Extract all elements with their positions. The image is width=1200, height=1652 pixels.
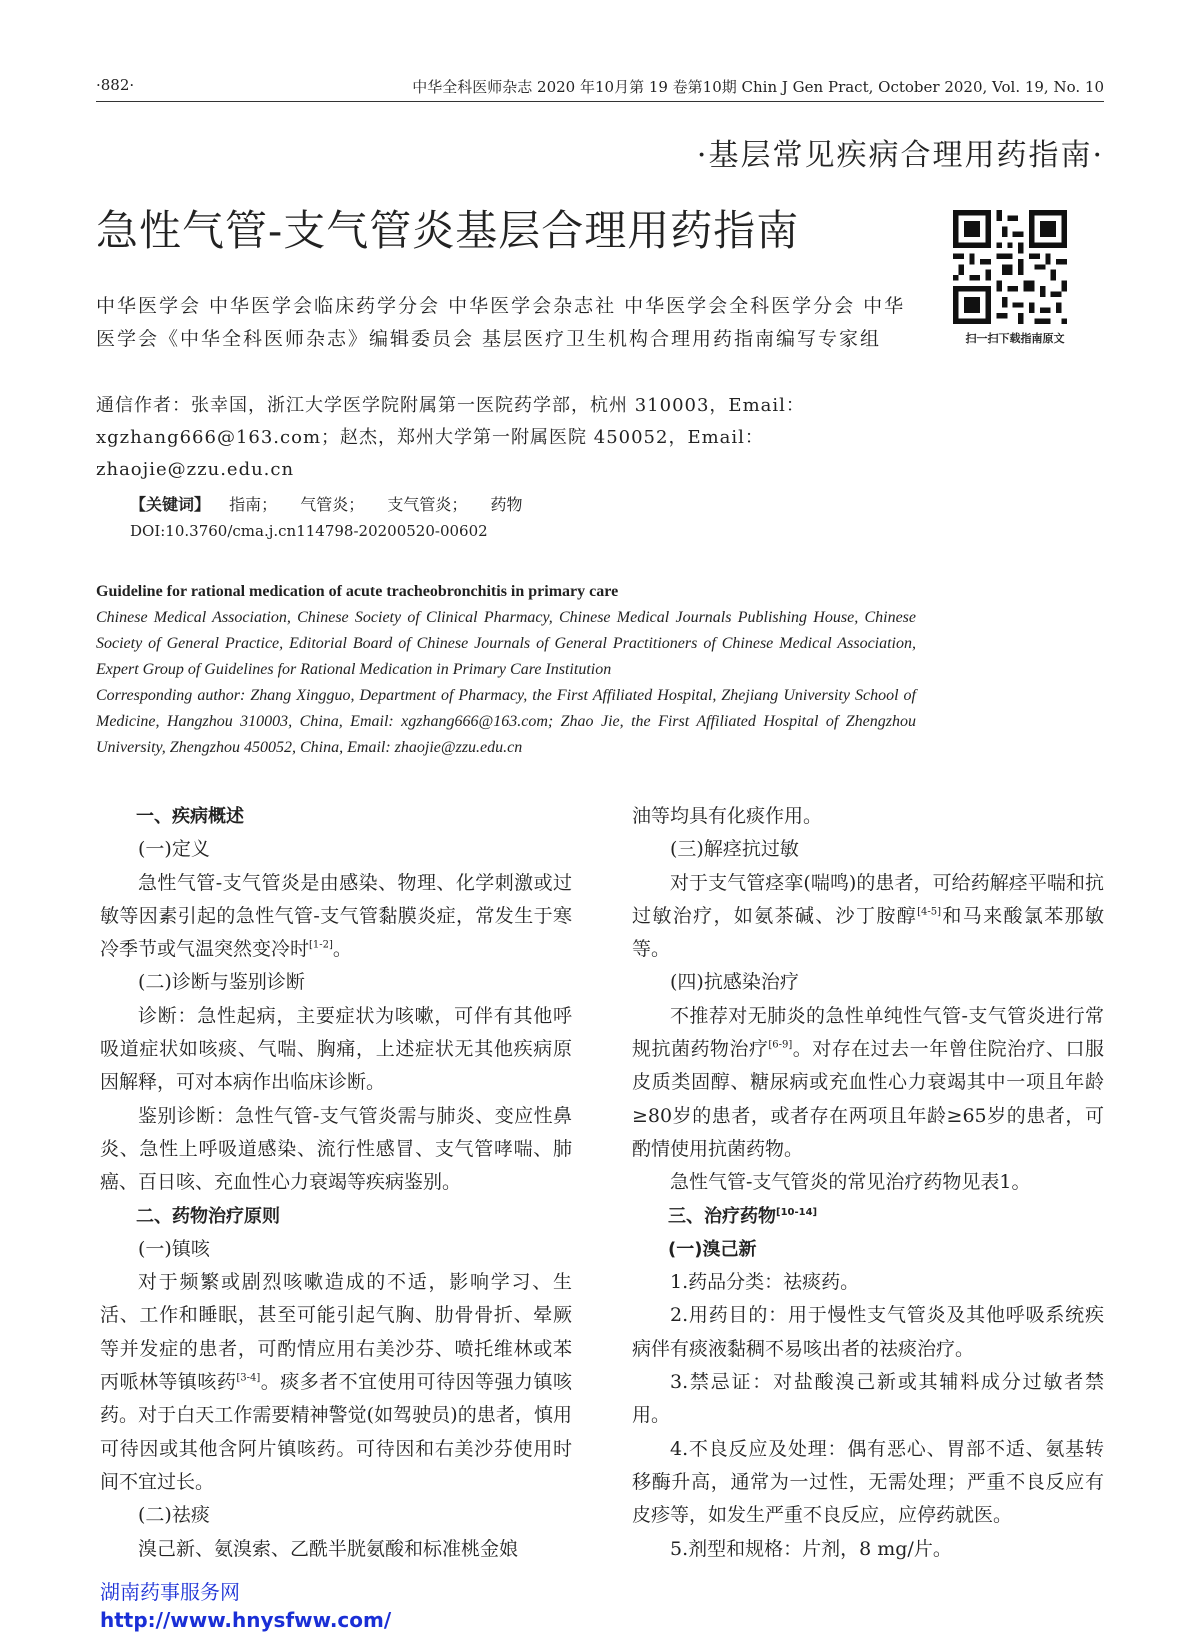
qr-caption: 扫一扫下载指南原文 [965,332,1065,345]
corresponding-author: 通信作者：张幸国，浙江大学医学院附属第一医院药学部，杭州 310003，Email：xgzhang666@163.com；赵杰，郑州大学第一附属医院 450052，Email：zhaojie@zzu.edu.cn [96,395,805,480]
keywords-label: 【关键词】 [130,495,211,514]
section-heading: 三、治疗药物[10-14] [668,1205,818,1227]
right-column [632,800,1104,1566]
paragraph: 鉴别诊断：急性气管-支气管炎需与肺炎、变应性鼻炎、急性上呼吸道感染、流行性感冒、支气管哮喘、肺癌、百日咳、充血性心力衰竭等疾病鉴别。 [100,1104,572,1194]
paragraph: 油等均具有化痰作用。 [632,805,823,827]
citation: [3-4] [236,1372,261,1384]
header-divider [96,101,1104,102]
list-item: 4.不良反应及处理：偶有恶心、胃部不适、氨基转移酶升高，通常为一过性，无需处理；严重不良反应有皮疹等，如发生严重不良反应，应停药就医。 [632,1437,1104,1527]
series-title: ·基层常见疾病合理用药指南· [696,138,1104,173]
left-column [100,800,572,1566]
english-abstract-block [96,605,916,761]
journal-header: 中华全科医师杂志 2020 年10月第 19 卷第10期 Chin J Gen Pract, October 2020, Vol. 19, No. 10 [412,78,1104,96]
citation: [10-14] [776,1206,818,1218]
subsection-heading: (二)诊断与鉴别诊断 [138,971,305,994]
qr-code-icon[interactable] [953,210,1067,324]
article-title: 急性气管-支气管炎基层合理用药指南 [96,206,800,255]
citation: [4-5] [917,906,942,918]
paragraph: 诊断：急性起病，主要症状为咳嗽，可伴有其他呼吸道症状如咳痰、气喘、胸痛，上述症状无其他疾病原因解释，可对本病作出临床诊断。 [100,1004,572,1094]
list-item: 5.剂型和规格：片剂，8 mg/片。 [670,1537,952,1560]
keyword-item: 支气管炎； [387,495,468,514]
list-item: 1.药品分类：祛痰药。 [670,1271,860,1294]
author-list: 中华医学会 中华医学会临床药学分会 中华医学会杂志社 中华医学会全科医学分会 中华医学会《中华全科医师杂志》编辑委员会 基层医疗卫生机构合理用药指南编写专家组 [96,295,906,350]
paragraph: 急性气管-支气管炎的常见治疗药物见表1。 [670,1171,1031,1194]
subsection-heading: (一)镇咳 [138,1237,210,1260]
keyword-item: 指南； [229,495,278,514]
english-title: Guideline for rational medication of acute tracheobronchitis in primary care [96,583,619,600]
subsection-heading: (一)溴己新 [668,1238,757,1260]
list-item: 2.用药目的：用于慢性支气管炎及其他呼吸系统疾病伴有痰液黏稠不易咳出者的祛痰治疗。 [632,1304,1104,1360]
citation: [1-2] [309,939,333,951]
subsection-heading: (一)定义 [138,838,210,861]
watermark-name: 湖南药事服务网 [100,1580,240,1604]
subsection-heading: (二)祛痰 [138,1504,210,1527]
paragraph: 不推荐对无肺炎的急性单纯性气管-支气管炎进行常规抗菌药物治疗[6-9]。对存在过去一年曾住院治疗、口服皮质类固醇、糖尿病或充血性心力衰竭其中一项且年龄≥80岁的患者，或者存在两项且年龄≥65岁的患者，可酌情使用抗菌药物。 [632,1004,1104,1160]
keyword-item: 气管炎； [300,495,365,514]
keyword-item: 药物 [490,495,523,514]
section-heading: 一、疾病概述 [136,806,244,827]
paragraph: 对于支气管痉挛(喘鸣)的患者，可给药解痉平喘和抗过敏治疗，如氨茶碱、沙丁胺醇[4-5]和马来酸氯苯那敏等。 [632,871,1104,961]
paragraph: 急性气管-支气管炎是由感染、物理、化学刺激或过敏等因素引起的急性气管-支气管黏膜炎症，常发生于寒冷季节或气温突然变冷时[1-2]。 [100,871,572,961]
english-correspondence: Corresponding author: Zhang Xingguo, Department of Pharmacy, the First Affiliated Hospital, Zhejiang University School of Medicine, Hangzhou 310003, China, Email: xgzhang666@163.com; Zhao Jie, the First Affiliated Hospital of Zhengzhou University, Zhengzhou 450052, China, Email: zhaojie@zzu.edu.cn [96,687,916,756]
keywords [130,492,540,515]
doi: DOI:10.3760/cma.j.cn114798-20200520-00602 [130,522,488,540]
list-item: 3.禁忌证：对盐酸溴己新或其辅料成分过敏者禁用。 [632,1371,1104,1427]
citation: [6-9] [768,1039,793,1051]
watermark-link[interactable]: http://www.hnysfww.com/ [100,1608,392,1632]
paragraph: 溴己新、氨溴索、乙酰半胱氨酸和标准桃金娘 [138,1537,519,1560]
section-heading: 二、药物治疗原则 [136,1205,280,1227]
english-authors: Chinese Medical Association, Chinese Society of Clinical Pharmacy, Chinese Medical Journals Publishing House, Chinese Society of General Practice, Editorial Board of Chinese Journals of General Practitioners of Chinese Medical Association, Expert Group of Guidelines for Rational Medication in Primary Care Institution [96,609,916,678]
subsection-heading: (三)解痉抗过敏 [670,838,799,861]
watermark [100,1578,391,1634]
paragraph: 对于频繁或剧烈咳嗽造成的不适，影响学习、生活、工作和睡眠，甚至可能引起气胸、肋骨骨折、晕厥等并发症的患者，可酌情应用右美沙芬、喷托维林或苯丙哌林等镇咳药[3-4]。痰多者不宜使用可待因等强力镇咳药。对于白天工作需要精神警觉(如驾驶员)的患者，慎用可待因或其他含阿片镇咳药。可待因和右美沙芬使用时间不宜过长。 [100,1271,572,1493]
subsection-heading: (四)抗感染治疗 [670,971,799,994]
page-number: ·882· [96,76,135,94]
